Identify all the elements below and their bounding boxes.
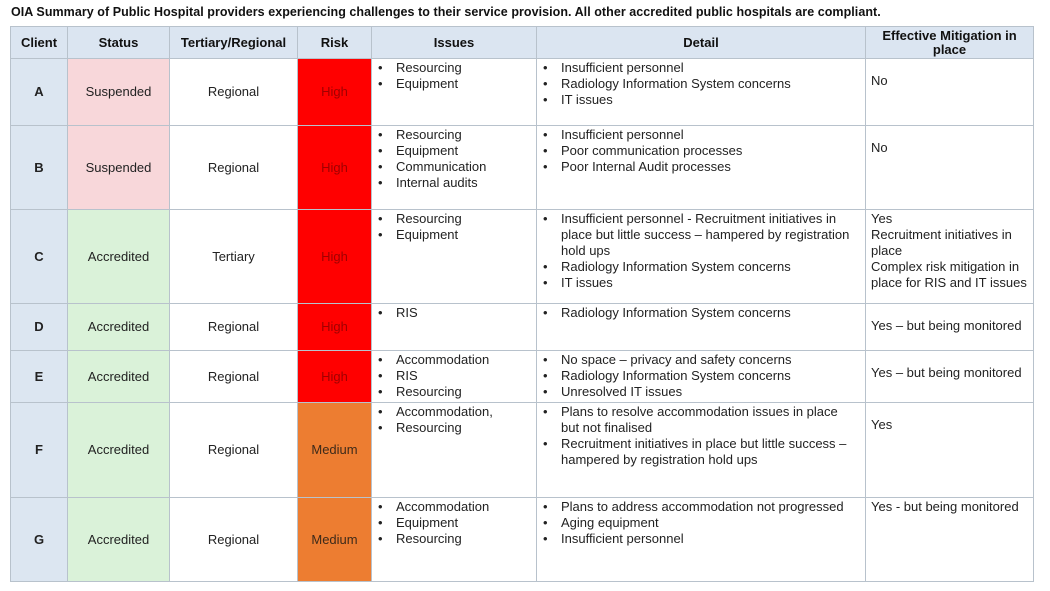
risk-cell: Medium [298, 498, 372, 582]
detail-item: • Insufficient personnel [537, 127, 859, 143]
mitigation-line: Complex risk mitigation in place for RIS and IT issues [871, 259, 1027, 290]
detail-item: • Plans to resolve accommodation issues in place but not finalised [537, 404, 859, 436]
detail-cell [537, 210, 866, 304]
issues-item: • Resourcing [372, 531, 530, 547]
issues-cell [372, 210, 537, 304]
header-risk: Risk [298, 27, 372, 59]
issues-item: • Accommodation [372, 352, 530, 368]
risk-cell: High [298, 126, 372, 210]
issues-item: • RIS [372, 368, 530, 384]
mitigation-line: Yes – but being monitored [871, 318, 1022, 333]
issues-cell [372, 403, 537, 498]
status-cell: Accredited [68, 403, 170, 498]
header-type: Tertiary/Regional [170, 27, 298, 59]
client-cell: C [11, 210, 68, 304]
mitigation-line: Yes [871, 211, 893, 226]
client-cell: F [11, 403, 68, 498]
detail-item: • Insufficient personnel - Recruitment initiatives in place but little success – hampered by registration hold ups [537, 211, 859, 259]
mitigation-line: No [871, 73, 888, 88]
issues-item: • Resourcing [372, 127, 530, 143]
mitigation-cell [866, 403, 1034, 498]
issues-cell [372, 304, 537, 351]
detail-item: • Plans to address accommodation not progressed [537, 499, 859, 515]
issues-cell [372, 59, 537, 126]
issues-item: • Internal audits [372, 175, 530, 191]
detail-list [537, 403, 865, 468]
detail-list [537, 304, 865, 321]
table-row [11, 498, 1034, 582]
client-cell: A [11, 59, 68, 126]
detail-item: • Radiology Information System concerns [537, 305, 859, 321]
header-detail: Detail [537, 27, 866, 59]
detail-item: • No space – privacy and safety concerns [537, 352, 859, 368]
issues-list [372, 403, 536, 436]
issues-cell [372, 126, 537, 210]
type-cell: Regional [170, 351, 298, 403]
type-cell: Regional [170, 498, 298, 582]
detail-list [537, 59, 865, 108]
detail-list [537, 126, 865, 175]
status-cell: Suspended [68, 126, 170, 210]
status-cell: Accredited [68, 498, 170, 582]
table-row [11, 403, 1034, 498]
status-cell: Accredited [68, 210, 170, 304]
issues-item: • Resourcing [372, 60, 530, 76]
detail-cell [537, 351, 866, 403]
risk-cell: High [298, 210, 372, 304]
detail-list [537, 210, 865, 291]
issues-list [372, 126, 536, 191]
issues-item: • Accommodation, [372, 404, 530, 420]
detail-item: • Recruitment initiatives in place but little success – hampered by registration hold ups [537, 436, 859, 468]
risk-cell: High [298, 304, 372, 351]
detail-item: • Aging equipment [537, 515, 859, 531]
mitigation-cell [866, 304, 1034, 351]
detail-item: • Radiology Information System concerns [537, 76, 859, 92]
issues-item: • Equipment [372, 515, 530, 531]
mitigation-cell [866, 126, 1034, 210]
issues-list [372, 351, 536, 400]
detail-item: • Poor Internal Audit processes [537, 159, 859, 175]
issues-item: • Resourcing [372, 211, 530, 227]
header-mitigation: Effective Mitigation in place [866, 27, 1034, 59]
issues-cell [372, 498, 537, 582]
detail-list [537, 498, 865, 547]
detail-cell [537, 59, 866, 126]
table-row [11, 304, 1034, 351]
detail-list [537, 351, 865, 400]
mitigation-line: Yes – but being monitored [871, 365, 1022, 380]
mitigation-cell [866, 498, 1034, 582]
detail-cell [537, 498, 866, 582]
issues-cell [372, 351, 537, 403]
type-cell: Regional [170, 126, 298, 210]
status-cell: Suspended [68, 59, 170, 126]
client-cell: G [11, 498, 68, 582]
mitigation-cell [866, 59, 1034, 126]
detail-cell [537, 403, 866, 498]
table-row [11, 126, 1034, 210]
page-title: OIA Summary of Public Hospital providers experiencing challenges to their service provision. All other accredited public hospitals are compliant. [11, 5, 881, 19]
mitigation-line: No [871, 140, 888, 155]
issues-list [372, 210, 536, 243]
issues-item: • Equipment [372, 143, 530, 159]
detail-cell [537, 126, 866, 210]
client-cell: B [11, 126, 68, 210]
detail-item: • Radiology Information System concerns [537, 259, 859, 275]
detail-item: • Insufficient personnel [537, 531, 859, 547]
issues-list [372, 304, 536, 321]
issues-item: • Equipment [372, 76, 530, 92]
detail-item: • Radiology Information System concerns [537, 368, 859, 384]
header-status: Status [68, 27, 170, 59]
summary-table [10, 26, 1034, 582]
issues-list [372, 59, 536, 92]
status-cell: Accredited [68, 304, 170, 351]
status-cell: Accredited [68, 351, 170, 403]
issues-item: • Resourcing [372, 420, 530, 436]
issues-item: • Equipment [372, 227, 530, 243]
header-client: Client [11, 27, 68, 59]
client-cell: E [11, 351, 68, 403]
mitigation-cell [866, 351, 1034, 403]
table-row [11, 210, 1034, 304]
mitigation-line: Yes - but being monitored [871, 499, 1019, 514]
risk-cell: High [298, 351, 372, 403]
issues-item: • RIS [372, 305, 530, 321]
issues-list [372, 498, 536, 547]
detail-cell [537, 304, 866, 351]
client-cell: D [11, 304, 68, 351]
detail-item: • Poor communication processes [537, 143, 859, 159]
table-row [11, 59, 1034, 126]
type-cell: Regional [170, 59, 298, 126]
type-cell: Regional [170, 304, 298, 351]
header-issues: Issues [372, 27, 537, 59]
table-row [11, 351, 1034, 403]
mitigation-line: Recruitment initiatives in place [871, 227, 1012, 258]
type-cell: Regional [170, 403, 298, 498]
detail-item: • IT issues [537, 92, 859, 108]
detail-item: • Unresolved IT issues [537, 384, 859, 400]
mitigation-cell [866, 210, 1034, 304]
issues-item: • Communication [372, 159, 530, 175]
type-cell: Tertiary [170, 210, 298, 304]
issues-item: • Accommodation [372, 499, 530, 515]
header-row [11, 27, 1034, 59]
issues-item: • Resourcing [372, 384, 530, 400]
detail-item: • Insufficient personnel [537, 60, 859, 76]
detail-item: • IT issues [537, 275, 859, 291]
mitigation-line: Yes [871, 417, 893, 432]
risk-cell: Medium [298, 403, 372, 498]
risk-cell: High [298, 59, 372, 126]
